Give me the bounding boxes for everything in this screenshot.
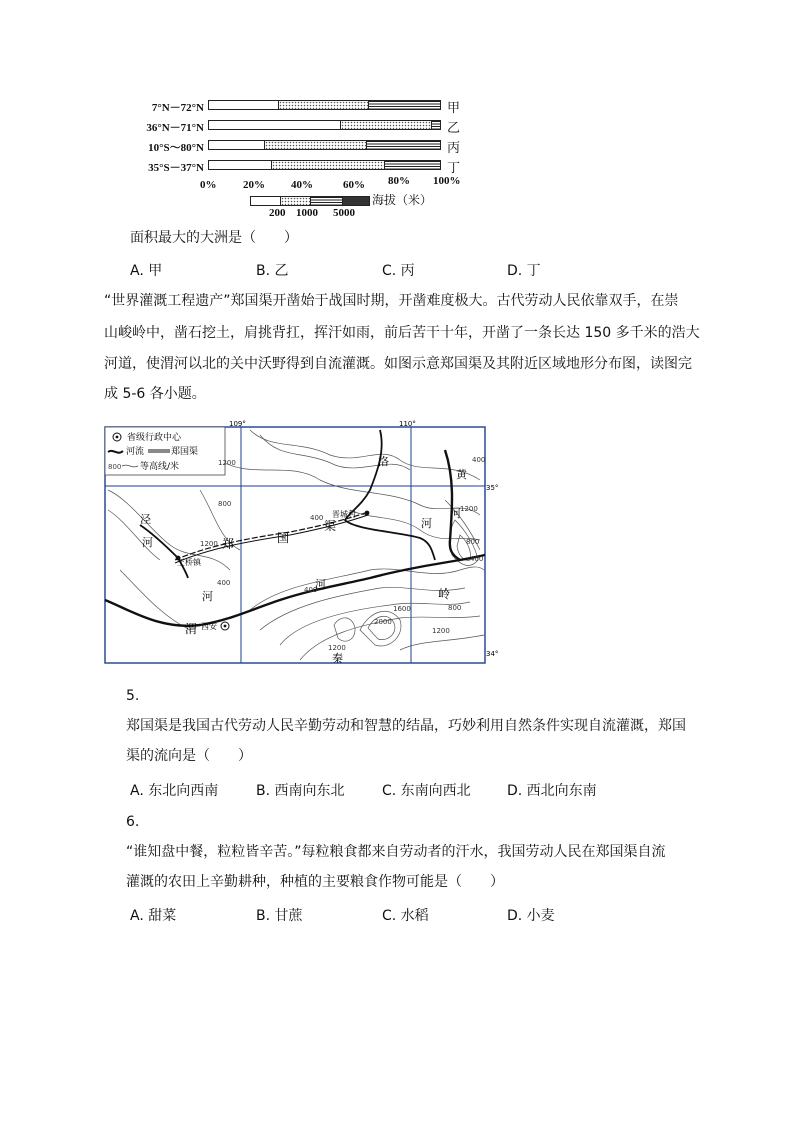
option-d[interactable]: D. 小麦 — [507, 908, 555, 924]
tick-label: 0% — [200, 179, 217, 191]
option-c[interactable]: C. 东南向西北 — [382, 783, 471, 799]
bar-segment — [208, 160, 272, 170]
row-latitude-label: 7°N－72°N — [151, 102, 204, 114]
bar-segment — [368, 100, 441, 110]
label-xian: 西安 — [201, 622, 217, 631]
question-stem-line: “谁知盘中餐，粒粒皆辛苦。”每粒粮食都来自劳动者的汗水，我国劳动人民在郑国渠自流 — [126, 844, 666, 860]
bar-segment — [208, 100, 279, 110]
zhengguo-canal-map — [100, 420, 499, 670]
bar-segment — [431, 120, 441, 130]
passage-line: 成 5-6 各小题。 — [104, 386, 206, 402]
contour-value: 1200 — [218, 459, 236, 467]
label-zheng: 郑 — [222, 537, 235, 551]
label-jinghe: 泾 — [140, 513, 151, 526]
contour-value: 800 — [466, 538, 480, 546]
question-stem-line: 郑国渠是我国古代劳动人民辛勤劳动和智慧的结晶，巧妙利用自然条件实现自流灌溉，郑国 — [126, 718, 686, 734]
contour-value: 1600 — [393, 605, 411, 613]
passage-line: “世界灌溉工程遗产”郑国渠开凿始于战国时期，开凿难度极大。古代劳动人民依靠双手，在崇 — [104, 293, 679, 309]
question-number: 5. — [126, 688, 140, 704]
label-wangqiao: 王桥镇 — [177, 558, 201, 567]
label-weihe-he-2: 河 — [315, 578, 326, 591]
legend-contour: 等高线/米 — [140, 462, 180, 472]
contour-value: 800 — [218, 500, 232, 508]
contour-value: 400 — [304, 586, 318, 594]
legend-river: 河流 — [126, 447, 145, 457]
contour-value: 800 — [448, 604, 462, 612]
contour-value: 1200 — [460, 505, 478, 513]
option-b[interactable]: B. 西南向东北 — [256, 783, 345, 799]
label-luohe-he: 河 — [421, 517, 432, 530]
label-huanghe: 黄 — [456, 468, 467, 481]
tick-label: 100% — [433, 175, 461, 187]
option-d[interactable]: D. 丁 — [507, 263, 541, 279]
label-huanghe-he: 河 — [450, 507, 461, 520]
legend-contour-value: 800 — [108, 463, 122, 471]
row-continent-letter: 乙 — [447, 121, 461, 136]
legend-label: 海拔（米） — [372, 193, 433, 207]
label-jincheng: 晋城村 — [332, 510, 356, 519]
passage-line: 河道，使渭河以北的关中沃野得到自流灌溉。如图示意郑国渠及其附近区域地形分布图，读图完 — [104, 356, 692, 372]
bar-segment — [278, 100, 369, 110]
lat-label-35: 35° — [486, 484, 499, 492]
bar-segment — [208, 120, 341, 130]
jincheng-village-dot — [365, 511, 370, 516]
bar-segment — [271, 160, 386, 170]
map-legend — [105, 427, 225, 475]
legend-value: 1000 — [296, 207, 318, 219]
label-weihe: 渭 — [185, 622, 198, 636]
legend-swatch-mid — [280, 196, 311, 206]
row-latitude-label: 35°S－37°N — [148, 162, 204, 174]
lon-label-109: 109° — [229, 420, 246, 428]
label-jinghe-he: 河 — [142, 536, 153, 549]
bar-segment — [340, 120, 431, 130]
tick-label: 60% — [343, 179, 365, 191]
question-stem-line: 渠的流向是（ ） — [126, 748, 252, 764]
row-continent-letter: 甲 — [447, 101, 461, 116]
legend-swatch-low — [250, 196, 281, 206]
option-b[interactable]: B. 甘蔗 — [256, 908, 303, 924]
label-qu: 渠 — [324, 519, 337, 533]
contour-value: 400 — [217, 579, 231, 587]
contour-value: 1200 — [328, 644, 346, 652]
question-stem: 面积最大的大洲是（ ） — [130, 230, 298, 246]
legend-swatch-high — [310, 196, 343, 206]
bar-segment — [384, 160, 441, 170]
lon-label-110: 110° — [399, 420, 416, 428]
option-a[interactable]: A. 东北向西南 — [130, 783, 219, 799]
legend-value: 5000 — [333, 207, 355, 219]
label-qinling-qin: 秦 — [332, 652, 343, 665]
option-c[interactable]: C. 丙 — [382, 263, 415, 279]
option-a[interactable]: A. 甜菜 — [130, 908, 177, 924]
lat-label-34: 34° — [486, 650, 499, 658]
passage-line: 山峻岭中，凿石挖土，肩挑背扛，挥汗如雨，前后苦干十年，开凿了一条长达 150 多千米的浩大 — [104, 325, 700, 341]
contour-value: 400 — [310, 514, 324, 522]
row-latitude-label: 10°S～80°N — [148, 142, 204, 154]
label-qinling-ling: 岭 — [438, 587, 451, 601]
option-a[interactable]: A. 甲 — [130, 263, 163, 279]
contour-value: 1200 — [200, 540, 218, 548]
contour-value: 400 — [470, 555, 484, 563]
tick-label: 40% — [291, 179, 313, 191]
legend-canal: 郑国渠 — [171, 447, 199, 457]
question-number: 6. — [126, 814, 140, 830]
legend-swatch-highest — [342, 196, 370, 206]
question-stem-line: 灌溉的农田上辛勤耕种，种植的主要粮食作物可能是（ ） — [126, 874, 504, 890]
row-latitude-label: 36°N－71°N — [146, 122, 204, 134]
bar-segment — [366, 140, 441, 150]
legend-value: 200 — [269, 207, 286, 219]
contour-value: 400 — [472, 456, 486, 464]
contour-value: 1200 — [432, 627, 450, 635]
tick-label: 20% — [243, 179, 265, 191]
label-weihe-he: 河 — [202, 590, 213, 603]
legend-capital: 省级行政中心 — [127, 433, 182, 443]
label-luohe: 洛 — [378, 455, 389, 468]
bar-segment — [264, 140, 367, 150]
row-continent-letter: 丁 — [447, 161, 461, 176]
option-c[interactable]: C. 水稻 — [382, 908, 429, 924]
bar-segment — [208, 140, 265, 150]
option-b[interactable]: B. 乙 — [256, 263, 289, 279]
contour-value: 2000 — [374, 618, 392, 626]
label-guo: 国 — [277, 531, 290, 545]
tick-label: 80% — [388, 175, 410, 187]
option-d[interactable]: D. 西北向东南 — [507, 783, 597, 799]
row-continent-letter: 丙 — [447, 141, 461, 156]
